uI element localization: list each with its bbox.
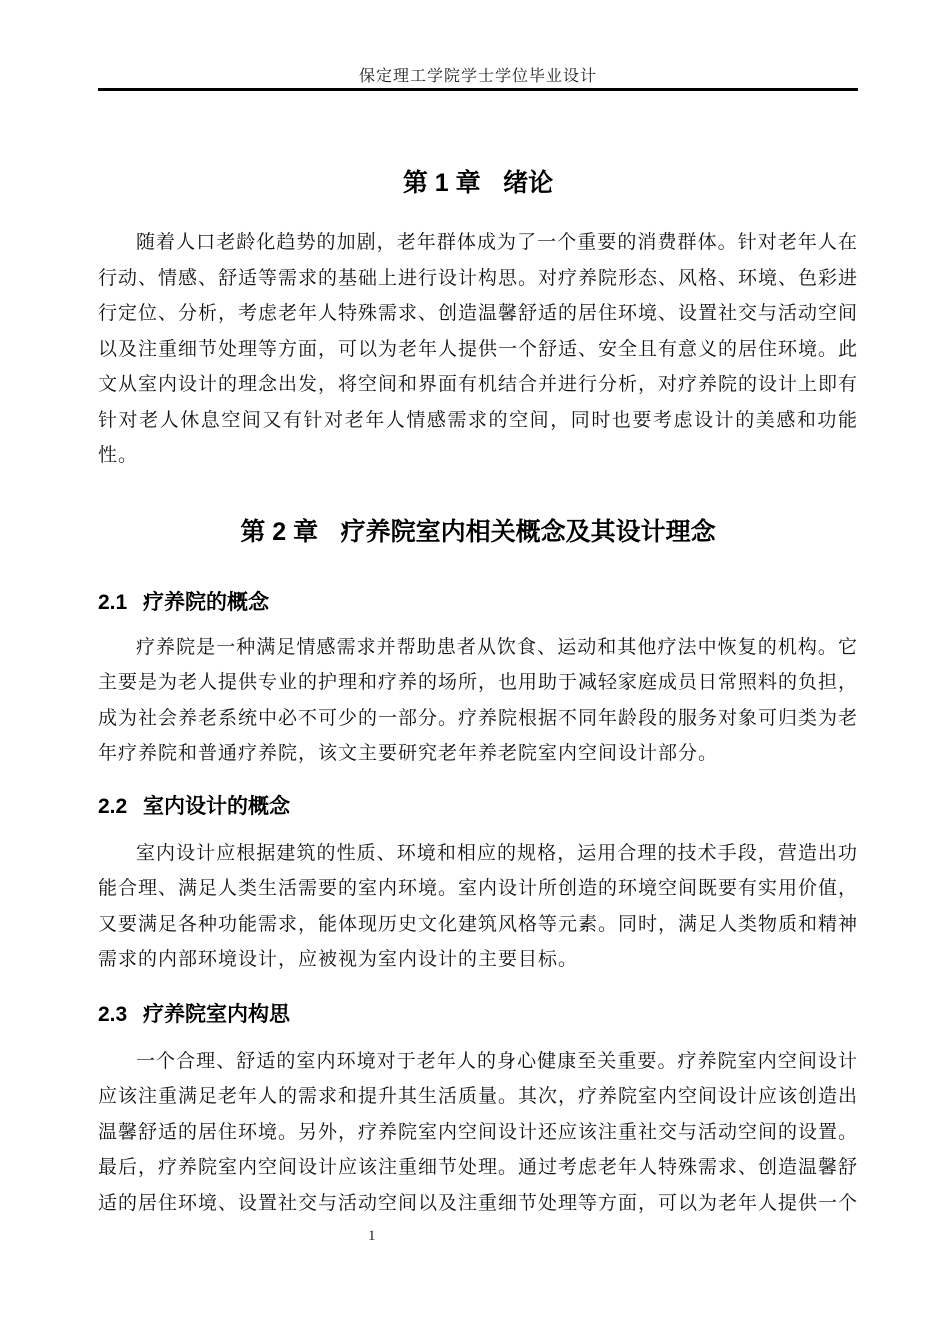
section-2-3-name: 疗养院室内构思 — [142, 1002, 290, 1026]
page-number: 1 — [368, 1228, 376, 1244]
section-2-1-paragraph: 疗养院是一种满足情感需求并帮助患者从饮食、运动和其他疗法中恢复的机构。它主要是为老人提供专业的护理和疗养的场所，也用助于减轻家庭成员日常照料的负担，成为社会养老系统中必不可少的一部分。疗养院根据不同年龄段的服务对象可归类为老年疗养院和普通疗养院，该文主要研究老年养老院室内空间设计部分。 — [98, 636, 859, 764]
chapter-1-name: 绪论 — [503, 169, 554, 197]
section-2-3-number: 2.3 — [98, 1002, 128, 1026]
section-2-2-heading — [98, 792, 858, 822]
section-2-1-heading — [98, 588, 858, 618]
chapter-1-title — [98, 165, 858, 201]
section-2-2-number: 2.2 — [98, 794, 128, 818]
section-2-1-name: 疗养院的概念 — [142, 590, 269, 614]
page-body — [98, 0, 858, 1221]
section-2-2-name: 室内设计的概念 — [142, 794, 290, 818]
chapter-1-paragraph: 随着人口老龄化趋势的加剧，老年群体成为了一个重要的消费群体。针对老年人在行动、情感、舒适等需求的基础上进行设计构思。对疗养院形态、风格、环境、色彩进行定位、分析，考虑老年人特殊需求、创造温馨舒适的居住环境、设置社交与活动空间以及注重细节处理等方面，可以为老年人提供一个舒适、安全且有意义的居住环境。此文从室内设计的理念出发，将空间和界面有机结合并进行分析，对疗养院的设计上即有针对老人休息空间又有针对老年人情感需求的空间，同时也要考虑设计的美感和功能性。 — [98, 232, 859, 466]
section-2-3-paragraph: 一个合理、舒适的室内环境对于老年人的身心健康至关重要。疗养院室内空间设计应该注重满足老年人的需求和提升其生活质量。其次，疗养院室内空间设计应该创造出温馨舒适的居住环境。另外，疗养院室内空间设计还应该注重社交与活动空间的设置。最后，疗养院室内空间设计应该注重细节处理。通过考虑老年人特殊需求、创造温馨舒适的居住环境、设置社交与活动空间以及注重细节处理等方面，可以为老年人提供一个 — [98, 1050, 859, 1214]
chapter-2-name: 疗养院室内相关概念及其设计理念 — [340, 517, 716, 546]
chapter-1-number: 第 1 章 — [402, 169, 481, 197]
header-rule — [98, 88, 858, 91]
chapter-2-title — [98, 514, 858, 550]
running-header: 保定理工学院学士学位毕业设计 — [358, 68, 597, 85]
section-2-2-paragraph: 室内设计应根据建筑的性质、环境和相应的规格，运用合理的技术手段，营造出功能合理、满足人类生活需要的室内环境。室内设计所创造的环境空间既要有实用价值，又要满足各种功能需求，能体现历史文化建筑风格等元素。同时，满足人类物质和精神需求的内部环境设计，应被视为室内设计的主要目标。 — [98, 842, 859, 970]
chapter-2-number: 第 2 章 — [240, 517, 319, 546]
section-2-1-number: 2.1 — [98, 590, 128, 614]
section-2-3-heading — [98, 1000, 858, 1030]
